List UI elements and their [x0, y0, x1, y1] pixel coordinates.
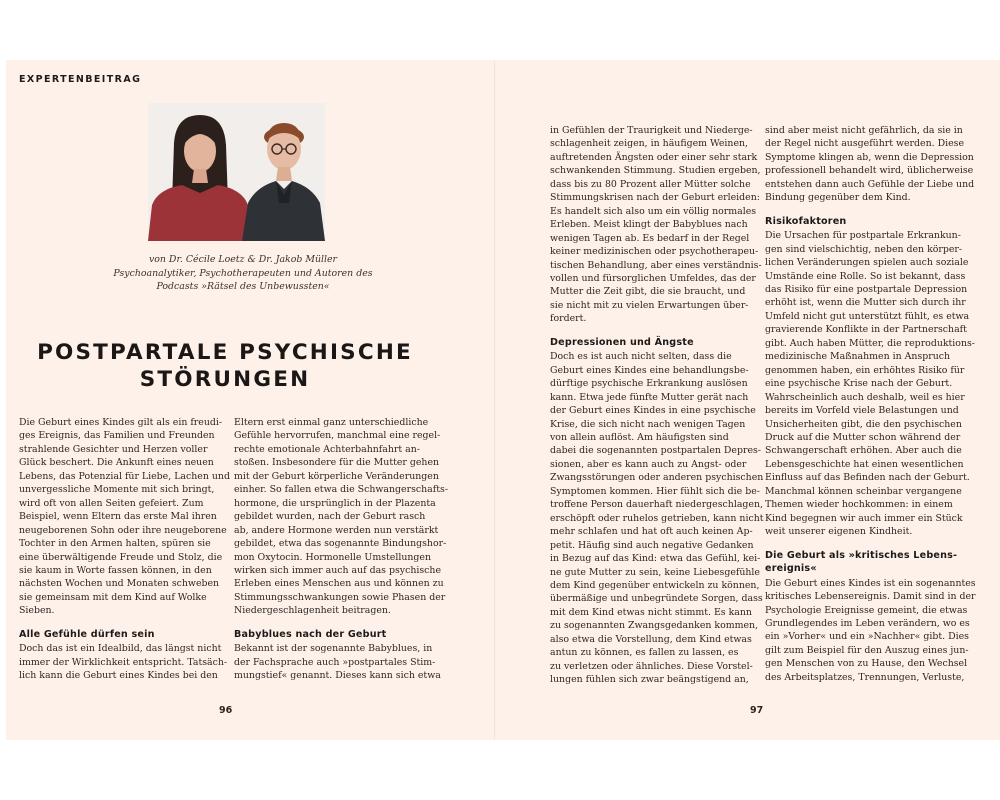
text-line: Die Geburt als »kritisches Lebens- — [765, 549, 958, 561]
text-line: Druck auf die Mutter schon während der — [765, 432, 961, 444]
text-line: gen Menschen von zu Hause, den Wechsel — [765, 658, 968, 670]
text-line: schlagenheit zeigen, in häufigem Weinen, — [550, 138, 749, 150]
text-line: gravierende Konflikte in der Partnerschaft — [765, 324, 967, 336]
text-column-1 — [19, 416, 230, 683]
text-line: dass bis zu 80 Prozent aller Mütter solche — [550, 178, 751, 190]
text-line: zu verletzen oder ähnliches. Diese Vorstel- — [550, 660, 753, 672]
text-column-3 — [550, 124, 764, 687]
author-photo — [148, 103, 325, 241]
text-line: Lebens, das Potenzial für Liebe, Lachen und — [19, 470, 230, 482]
text-line: eine psychische Krise nach der Geburt. — [765, 378, 953, 390]
caption-line-podcast: Podcasts »Rätsel des Unbewussten« — [156, 281, 330, 292]
text-line: übermäßige und unbegründete Sorgen, dass — [550, 593, 763, 605]
subheading — [234, 628, 444, 642]
paragraph — [765, 124, 975, 205]
text-line: der Fachsprache auch »postpartales Stim- — [234, 656, 436, 668]
text-line: Babyblues nach der Geburt — [234, 628, 387, 640]
text-line: einher. So fallen etwa die Schwangerschafts- — [234, 484, 448, 496]
text-line: lungen fühlen sich zwar beängstigend an, — [550, 674, 749, 686]
text-line: entstehen dann auch Gefühle der Liebe und — [765, 178, 975, 190]
page-number-right: 97 — [750, 705, 764, 716]
text-line: Risikofaktoren — [765, 215, 847, 227]
text-line: kritisches Lebensereignis. Damit sind in der — [765, 591, 976, 603]
text-line: vollen und fürsorglichen Umfeldes, das der — [550, 272, 756, 284]
text-line: zu sogenannten Zwangsgedanken kommen, — [550, 620, 759, 632]
text-line: Wahrscheinlich auch deshalb, weil es hier — [765, 391, 965, 403]
text-line: ereignis« — [765, 563, 817, 575]
text-line: Manchmal können scheinbar vergangene — [765, 485, 962, 497]
title-line-2: STÖRUNGEN — [139, 367, 311, 392]
text-line: nächsten Wochen und Monaten schweben — [19, 578, 220, 590]
text-line: dem Kind gegenüber entwickeln zu können, — [550, 580, 760, 591]
text-line: wenigen Tagen ab. Es bedarf in der Regel — [550, 232, 750, 244]
text-line: gebildet wurden, nach der Geburt rasch — [234, 511, 426, 523]
text-line: Symptome klingen ab, wenn die Depression — [765, 151, 974, 163]
text-line: Stimmungskrisen nach der Geburt erleiden: — [550, 192, 760, 204]
text-line: Mutter die Zeit gibt, die sie braucht, und — [550, 286, 746, 298]
subheading — [765, 549, 975, 576]
text-line: gilt zum Beispiel für den Auszug eines jun- — [765, 644, 969, 656]
text-line: auftretenden Ängsten oder einer sehr stark — [550, 151, 758, 163]
text-line: ein »Vorher« und ein »Nachher« gibt. Dies — [765, 631, 969, 643]
text-line: Lebensgeschichte hat einen wesentlichen — [765, 458, 964, 470]
text-line: wirken sich immer auch auf das psychische — [234, 564, 442, 576]
text-line: des Arbeitsplatzes, Trennungen, Verluste, — [765, 671, 965, 683]
text-line: Umstände eine Rolle. So ist bekannt, dass — [765, 270, 966, 282]
text-line: Niedergeschlagenheit beitragen. — [234, 605, 391, 617]
text-line: sind aber meist nicht gefährlich, da sie in — [765, 125, 963, 136]
text-line: neugeborenen Sohn oder ihre neugeborene — [19, 524, 227, 536]
text-line: Einfluss auf das Befinden nach der Geburt. — [765, 472, 970, 484]
text-line: gen sind vielschichtig, neben den körper- — [765, 243, 963, 255]
article-title — [30, 339, 420, 393]
text-line: ne gute Mutter zu sein, keine Liebesgefühle — [550, 566, 760, 578]
text-line: schwankenden Stimmung. Studien ergeben, — [550, 165, 761, 177]
text-line: bereits im Vorfeld viele Belastungen und — [765, 405, 959, 417]
text-column-2 — [234, 416, 448, 683]
text-line: Erleben eines Menschen aus und können zu — [234, 578, 444, 590]
title-line-1: POSTPARTALE PSYCHISCHE — [37, 340, 413, 365]
text-line: Unsicherheiten gibt, die den psychischen — [765, 418, 962, 430]
text-line: Die Ursachen für postpartale Erkrankun- — [765, 230, 961, 242]
text-line: ges Ereignis, das Familien und Freunden — [19, 430, 215, 442]
paragraph — [19, 642, 228, 682]
text-line: also etwa die Vorstellung, dem Kind etwas — [550, 633, 752, 645]
page-number-left: 96 — [219, 705, 233, 716]
text-line: Glück beschert. Die Ankunft eines neuen — [19, 457, 214, 469]
text-line: tischen Behandlung, aber eines verständnis- — [550, 259, 762, 271]
text-line: Kind begegnen wir auch immer ein Stück — [765, 512, 963, 524]
paragraph — [765, 577, 975, 685]
text-line: Krise, die sich nicht nach wenigen Tagen — [550, 418, 746, 430]
text-line: Schwangerschaft erhöhen. Aber auch die — [765, 445, 962, 457]
subheading — [765, 215, 975, 229]
text-line: das Risiko für eine postpartale Depression — [765, 284, 968, 296]
text-line: petit. Häufig sind auch negative Gedanken — [550, 539, 754, 551]
text-line: Erleben. Meist klingt der Babyblues nach — [550, 219, 748, 231]
text-line: Bekannt ist der sogenannte Babyblues, in — [234, 643, 433, 655]
text-line: wird oft von allen Seiten gefeiert. Zum — [19, 497, 204, 509]
caption-line-authors: von Dr. Cécile Loetz & Dr. Jakob Müller — [148, 254, 338, 265]
text-line: genommen haben, ein erhöhtes Risiko für — [765, 364, 965, 376]
text-line: sie nicht mit zu vielen Erwartungen über- — [550, 299, 749, 311]
text-line: lichen Veränderungen spielen auch soziale — [765, 257, 969, 269]
text-line: weit unserer eigenen Kindheit. — [765, 526, 913, 538]
text-line: Stimmungsschwankungen sowie Phasen der — [234, 591, 446, 603]
text-line: antun zu können, es fallen zu lassen, es — [550, 647, 739, 659]
text-line: Symptomen kommen. Hier fühlt sich die be- — [550, 485, 760, 497]
text-column-4 — [765, 124, 975, 684]
text-line: mit der Geburt körperliche Veränderungen — [234, 470, 439, 482]
text-line: Alle Gefühle dürfen sein — [19, 628, 155, 640]
text-line: mehr schlafen und hat oft auch keinen Ap- — [550, 526, 753, 538]
text-line: mon Oxytocin. Hormonelle Umstellungen — [234, 551, 432, 563]
text-line: sie gemeinsam mit dem Kind auf Wolke — [19, 591, 207, 603]
text-line: Depressionen und Ängste — [550, 336, 694, 348]
text-line: gibt. Auch haben Mütter, die reproduktions- — [765, 337, 975, 349]
paragraph — [550, 350, 764, 686]
text-line: Die Geburt eines Kindes ist ein sogenanntes — [765, 577, 976, 589]
text-line: Umfeld nicht gut unterstützt fühlt, es etwa — [765, 310, 970, 322]
text-line: in Gefühlen der Traurigkeit und Niederge- — [550, 125, 753, 136]
text-line: dürftige psychische Erkrankung auslösen — [550, 378, 748, 390]
text-line: erschöpft oder ruhelos getrieben, kann nicht — [550, 512, 764, 524]
text-line: Tochter in den Armen halten, spüren sie — [19, 538, 211, 550]
text-line: Doch das ist ein Idealbild, das längst nicht — [19, 643, 222, 655]
text-line: dabei die sogenannten postpartalen Depres- — [550, 445, 761, 457]
text-line: keiner medizinischen oder psychotherapeu- — [550, 246, 759, 258]
page-gutter — [494, 60, 495, 740]
text-line: medizinische Maßnahmen in Anspruch — [765, 351, 951, 363]
paragraph — [19, 416, 230, 618]
text-line: Bindung gegenüber dem Kind. — [765, 192, 911, 204]
text-line: der Regel nicht ausgeführt werden. Diese — [765, 138, 965, 150]
text-line: Es handelt sich also um ein völlig normales — [550, 205, 757, 217]
text-line: Themen wieder hochkommen: in einem — [765, 499, 953, 511]
text-line: in Bezug auf das Kind: etwa das Gefühl, kei- — [550, 553, 761, 565]
text-line: mit dem Kind etwas nicht stimmt. Es kann — [550, 606, 752, 618]
caption-line-profession: Psychoanalytiker, Psychotherapeuten und Autoren des — [113, 267, 373, 279]
text-line: Die Geburt eines Kindes gilt als ein freudi- — [19, 417, 223, 428]
text-line: von allein auflöst. Am häufigsten sind — [550, 432, 729, 444]
text-line: troffene Person dauerhaft niedergeschlagen, — [550, 499, 763, 511]
paragraph — [550, 124, 762, 326]
paragraph — [234, 642, 444, 682]
text-line: lich kann die Geburt eines Kindes bei den — [19, 670, 218, 682]
paragraph — [765, 229, 975, 538]
text-line: hormone, die ursprünglich in der Plazenta — [234, 497, 436, 509]
text-line: Beispiel, wenn Eltern das erste Mal ihren — [19, 511, 217, 523]
text-line: fordert. — [550, 313, 587, 325]
text-line: stoßen. Insbesondere für die Mutter gehen — [234, 457, 440, 469]
text-line: Eltern erst einmal ganz unterschiedliche — [234, 417, 429, 428]
text-line: eine überwältigende Freude und Stolz, die — [19, 551, 223, 563]
text-line: erhöht ist, wenn die Mutter sich durch ihr — [765, 297, 966, 309]
text-line: der Geburt eines Kindes in eine psychische — [550, 405, 756, 417]
text-line: sie kaum in Worte fassen können, in den — [19, 564, 212, 576]
text-line: unvergessliche Momente mit sich bringt, — [19, 484, 215, 496]
subheading — [19, 628, 224, 642]
text-line: Grundlegendes im Leben verändern, wo es — [765, 618, 970, 629]
subheading — [550, 336, 755, 350]
text-line: sionen, aber es kann auch zu Angst- oder — [550, 458, 747, 470]
text-line: immer der Wirklichkeit entspricht. Tatsäch- — [19, 656, 228, 668]
text-line: Zwangsstörungen oder anderen psychischen — [550, 472, 764, 484]
text-line: rechte emotionale Achterbahnfahrt an- — [234, 443, 420, 455]
text-line: Gefühle hervorrufen, manchmal eine regel- — [234, 430, 441, 442]
section-label: EXPERTENBEITRAG — [19, 74, 142, 85]
text-line: ab, andere Hormone werden nun verstärkt — [234, 524, 439, 536]
text-line: Sieben. — [19, 605, 55, 617]
text-line: strahlende Gesichter und Herzen voller — [19, 443, 208, 455]
text-line: professionell behandelt wird, üblicherweise — [765, 165, 974, 177]
text-line: Psychologie Ereignisse gemeint, die etwas — [765, 604, 968, 616]
text-line: Doch es ist auch nicht selten, dass die — [550, 351, 732, 363]
text-line: gebildet, etwa das sogenannte Bindungshor- — [234, 538, 447, 550]
text-line: Geburt eines Kindes eine behandlungsbe- — [550, 364, 749, 376]
paragraph — [234, 416, 448, 618]
text-line: mungstief« genannt. Dieses kann sich etwa — [234, 670, 441, 682]
author-caption — [100, 253, 386, 294]
text-line: kann. Etwa jede fünfte Mutter gerät nach — [550, 391, 749, 403]
